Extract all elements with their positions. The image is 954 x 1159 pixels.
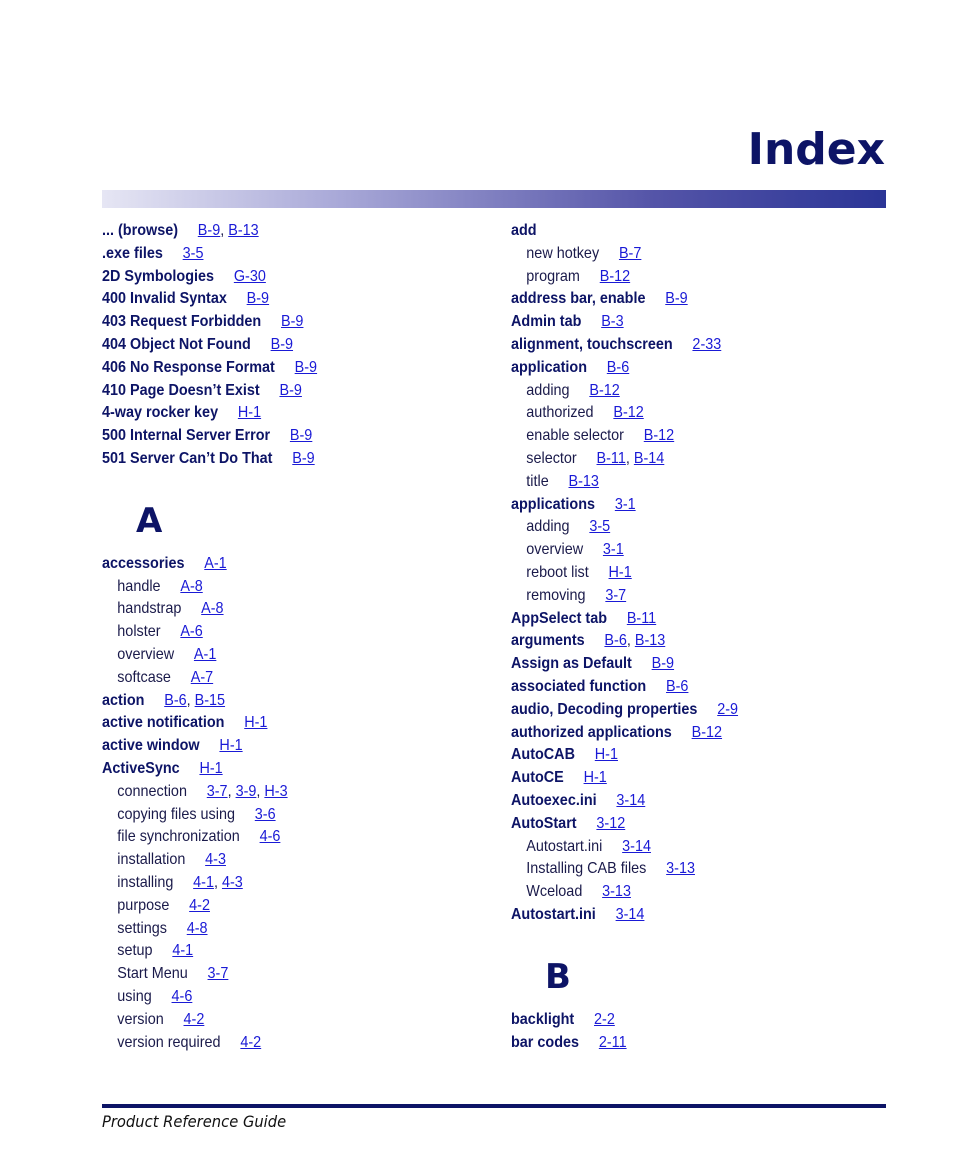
page-ref-link[interactable]: A-6: [180, 623, 203, 641]
index-subentry: [102, 644, 444, 667]
index-term: purpose: [117, 896, 170, 914]
index-entry: [511, 653, 853, 676]
page-ref-link[interactable]: 3-12: [596, 814, 626, 832]
spacer: [102, 471, 482, 501]
page-ref-link[interactable]: 3-5: [589, 518, 611, 536]
index-term: AutoStart: [511, 814, 577, 832]
spacer: [511, 927, 891, 957]
index-term: selector: [526, 449, 577, 467]
index-term: Installing CAB files: [526, 860, 647, 878]
index-term: copying files using: [117, 805, 235, 823]
page-ref-link[interactable]: 4-1: [193, 873, 214, 891]
title-gradient-bar: [102, 190, 886, 208]
page-ref-link[interactable]: B-6: [164, 691, 187, 709]
page-ref-link[interactable]: B-12: [599, 267, 631, 285]
page-ref-link[interactable]: 3-13: [602, 883, 631, 901]
index-term: settings: [117, 919, 167, 937]
index-term: 404 Object Not Found: [102, 335, 251, 353]
index-entry: [511, 357, 853, 380]
ref-separator: ,: [227, 782, 236, 800]
page-ref-link[interactable]: 3-6: [254, 805, 276, 823]
index-subentry: [102, 918, 444, 941]
page-ref-link[interactable]: B-6: [604, 632, 627, 650]
index-term: removing: [526, 586, 586, 604]
page-ref-link[interactable]: H-1: [244, 714, 268, 732]
page-ref-link[interactable]: B-12: [691, 723, 723, 741]
index-term: add: [511, 222, 537, 239]
index-entry: [102, 758, 444, 781]
index-entry: [102, 402, 444, 425]
index-term: 501 Server Can’t Do That: [102, 449, 273, 467]
index-term: overview: [117, 645, 175, 663]
index-entry: [511, 220, 853, 243]
page-ref-link[interactable]: 4-2: [189, 896, 210, 914]
page-ref-link[interactable]: H-1: [583, 769, 607, 787]
index-entry: [102, 553, 444, 576]
index-subentry: [511, 243, 853, 266]
page-title: Index: [747, 124, 885, 175]
index-subentry: [511, 380, 853, 403]
index-term: program: [526, 267, 580, 285]
index-entry: [511, 722, 853, 745]
page-ref-link[interactable]: B-12: [643, 427, 675, 445]
page-ref-link[interactable]: 3-14: [616, 791, 646, 809]
index-entry: [102, 425, 444, 448]
page-ref-link[interactable]: B-9: [270, 335, 294, 353]
index-term: Assign as Default: [511, 655, 632, 673]
page-ref-link[interactable]: 3-14: [615, 905, 645, 923]
index-entry: [511, 1032, 853, 1055]
index-term: 4-way rocker key: [102, 404, 219, 422]
index-term: softcase: [117, 668, 171, 686]
page-ref-link[interactable]: B-9: [289, 427, 313, 445]
ref-separator: ,: [626, 632, 635, 650]
index-subentry: [511, 539, 853, 562]
page-ref-link[interactable]: B-9: [281, 313, 304, 331]
index-subentry: [102, 986, 444, 1009]
index-entry: [511, 790, 853, 813]
index-term: holster: [117, 623, 161, 641]
index-subentry: [511, 448, 853, 471]
index-term: 400 Invalid Syntax: [102, 290, 227, 308]
page-ref-link[interactable]: 3-14: [622, 837, 651, 855]
page-ref-link[interactable]: H-1: [594, 746, 618, 764]
index-subentry: [102, 940, 444, 963]
index-term: authorized: [526, 404, 594, 422]
page-ref-link[interactable]: H-3: [264, 782, 288, 800]
index-subentry: [102, 781, 444, 804]
page-ref-link[interactable]: B-6: [666, 677, 689, 695]
index-entry: [102, 334, 444, 357]
index-term: adding: [526, 381, 570, 399]
index-term: adding: [526, 518, 570, 536]
index-subentry: [102, 895, 444, 918]
page-ref-link[interactable]: 3-1: [602, 541, 624, 559]
index-entry: [102, 288, 444, 311]
page-ref-link[interactable]: 2-9: [717, 700, 739, 718]
index-entry: [511, 288, 853, 311]
ref-separator: ,: [256, 782, 265, 800]
index-term: reboot list: [526, 563, 589, 581]
page-ref-link[interactable]: 4-3: [205, 851, 226, 869]
index-entry: [102, 735, 444, 758]
index-subentry: [511, 266, 853, 289]
index-term: connection: [117, 782, 187, 800]
index-entry: [102, 448, 444, 471]
index-term: title: [526, 472, 549, 490]
page-ref-link[interactable]: 2-2: [594, 1010, 615, 1028]
page-ref-link[interactable]: H-1: [219, 737, 243, 755]
page-ref-link[interactable]: B-9: [292, 449, 315, 467]
index-entry: [102, 380, 444, 403]
ref-separator: ,: [213, 873, 222, 891]
index-term: installation: [117, 851, 186, 869]
index-term: installing: [117, 873, 174, 891]
index-letter-heading: A: [136, 500, 163, 541]
spacer: [102, 541, 482, 553]
page-ref-link[interactable]: 4-8: [186, 919, 208, 937]
index-term: alignment, touchscreen: [511, 335, 673, 353]
index-term: active notification: [102, 714, 225, 732]
page-ref-link[interactable]: 3-9: [235, 782, 257, 800]
page-ref-link[interactable]: 4-6: [259, 828, 281, 846]
index-term: 500 Internal Server Error: [102, 427, 271, 445]
page-ref-link[interactable]: B-12: [589, 381, 620, 399]
page-ref-link[interactable]: 2-33: [692, 335, 722, 353]
index-subentry: [511, 836, 853, 859]
page-ref-link[interactable]: B-9: [294, 358, 318, 376]
index-term: setup: [117, 942, 153, 960]
index-term: AppSelect tab: [511, 609, 608, 627]
index-term: backlight: [511, 1010, 575, 1028]
index-subentry: [102, 576, 444, 599]
ref-separator: ,: [186, 691, 195, 709]
page-ref-link[interactable]: B-11: [626, 609, 657, 627]
index-entry: [511, 608, 853, 631]
footer-rule: [102, 1104, 886, 1108]
page-ref-link[interactable]: 4-1: [172, 942, 194, 960]
page-ref-link[interactable]: G-30: [233, 267, 266, 285]
page-ref-link[interactable]: 3-7: [207, 965, 229, 983]
index-term: Autostart.ini: [511, 905, 596, 923]
page-ref-link[interactable]: 3-5: [182, 244, 204, 262]
page-ref-link[interactable]: B-13: [568, 472, 599, 490]
index-term: ActiveSync: [102, 759, 180, 777]
page-ref-link[interactable]: 3-1: [614, 495, 636, 513]
index-entry: [511, 494, 853, 517]
index-term: Start Menu: [117, 965, 188, 983]
index-column-right: [511, 220, 891, 1054]
index-entry: [511, 904, 853, 927]
index-term: Autostart.ini: [526, 837, 603, 855]
page-ref-link[interactable]: B-9: [246, 290, 270, 308]
index-subentry: [102, 667, 444, 690]
footer-text: Product Reference Guide: [102, 1112, 287, 1131]
index-letter-heading: B: [545, 956, 571, 997]
index-term: file synchronization: [117, 828, 240, 846]
index-subentry: [511, 516, 853, 539]
index-subentry: [511, 425, 853, 448]
index-subentry: [102, 804, 444, 827]
index-term: .exe files: [102, 244, 163, 262]
index-term: arguments: [511, 632, 585, 650]
index-entry: [511, 744, 853, 767]
page-ref-link[interactable]: B-12: [613, 404, 644, 422]
page-ref-link[interactable]: B-3: [601, 313, 624, 331]
page-ref-link[interactable]: A-8: [180, 577, 203, 595]
index-term: authorized applications: [511, 723, 672, 741]
index-term: Admin tab: [511, 313, 582, 331]
index-column-left: [102, 220, 482, 1054]
index-entry: [102, 311, 444, 334]
page-ref-link[interactable]: 4-6: [171, 987, 193, 1005]
index-term: overview: [526, 541, 584, 559]
index-subentry: [511, 402, 853, 425]
index-term: 2D Symbologies: [102, 267, 215, 285]
index-term: active window: [102, 737, 200, 755]
index-entry: [511, 767, 853, 790]
page-ref-link[interactable]: B-15: [194, 691, 226, 709]
index-term: application: [511, 358, 588, 376]
index-term: Wceload: [526, 883, 583, 901]
page-ref-link[interactable]: 3-7: [206, 782, 228, 800]
index-term: audio, Decoding properties: [511, 700, 698, 718]
index-term: ... (browse): [102, 222, 179, 239]
index-subentry: [102, 872, 444, 895]
page-ref-link[interactable]: B-9: [279, 381, 302, 399]
index-entry: [511, 630, 853, 653]
index-entry: [511, 311, 853, 334]
page-ref-link[interactable]: B-9: [197, 222, 221, 239]
index-term: version: [117, 1010, 164, 1028]
page-ref-link[interactable]: B-13: [634, 632, 666, 650]
index-term: address bar, enable: [511, 290, 646, 308]
index-subentry: [511, 585, 853, 608]
index-term: AutoCAB: [511, 746, 575, 764]
page-ref-link[interactable]: B-9: [665, 290, 688, 308]
page-ref-link[interactable]: B-11: [596, 449, 626, 467]
index-subentry: [102, 621, 444, 644]
page-ref-link[interactable]: B-9: [651, 655, 675, 673]
index-subentry: [102, 826, 444, 849]
index-term: AutoCE: [511, 769, 564, 787]
index-subentry: [102, 1032, 444, 1055]
index-entry: [511, 813, 853, 836]
index-term: bar codes: [511, 1033, 580, 1051]
index-entry: [102, 266, 444, 289]
index-term: handle: [117, 577, 161, 595]
index-term: Autoexec.ini: [511, 791, 597, 809]
index-term: enable selector: [526, 427, 624, 445]
index-term: using: [117, 987, 152, 1005]
page-ref-link[interactable]: A-7: [190, 668, 214, 686]
index-subentry: [102, 963, 444, 986]
index-term: associated function: [511, 677, 647, 695]
page-ref-link[interactable]: A-1: [204, 554, 227, 572]
index-entry: [102, 357, 444, 380]
index-subentry: [511, 858, 853, 881]
index-entry: [102, 712, 444, 735]
index-subentry: [511, 881, 853, 904]
ref-separator: ,: [220, 222, 229, 239]
index-entry: [102, 220, 444, 243]
page-ref-link[interactable]: 4-2: [240, 1033, 262, 1051]
page-ref-link[interactable]: H-1: [608, 563, 632, 581]
index-term: new hotkey: [526, 244, 600, 262]
page-ref-link[interactable]: B-6: [606, 358, 630, 376]
index-subentry: [102, 598, 444, 621]
index-term: 410 Page Doesn’t Exist: [102, 381, 260, 399]
page-ref-link[interactable]: 4-2: [183, 1010, 205, 1028]
page-ref-link[interactable]: 2-11: [598, 1033, 627, 1051]
page-ref-link[interactable]: B-13: [228, 222, 259, 239]
index-entry: [511, 1009, 853, 1032]
page-ref-link[interactable]: H-1: [237, 404, 262, 422]
index-subentry: [102, 1009, 444, 1032]
page-ref-link[interactable]: 3-13: [666, 860, 695, 878]
index-term: action: [102, 691, 145, 709]
page-ref-link[interactable]: H-1: [199, 759, 223, 777]
index-entry: [511, 334, 853, 357]
page-ref-link[interactable]: B-7: [618, 244, 642, 262]
ref-separator: ,: [625, 449, 634, 467]
index-term: handstrap: [117, 600, 182, 618]
index-entry: [102, 690, 444, 713]
index-entry: [511, 699, 853, 722]
page-ref-link[interactable]: A-8: [201, 600, 224, 618]
page-ref-link[interactable]: B-14: [633, 449, 665, 467]
index-subentry: [511, 562, 853, 585]
index-term: version required: [117, 1033, 221, 1051]
page-ref-link[interactable]: 3-7: [605, 586, 627, 604]
page-ref-link[interactable]: 4-3: [221, 873, 243, 891]
page-ref-link[interactable]: A-1: [193, 645, 217, 663]
index-term: 403 Request Forbidden: [102, 313, 262, 331]
index-subentry: [511, 471, 853, 494]
index-term: 406 No Response Format: [102, 358, 275, 376]
index-term: applications: [511, 495, 596, 513]
index-entry: [511, 676, 853, 699]
index-subentry: [102, 849, 444, 872]
spacer: [511, 997, 891, 1009]
index-entry: [102, 243, 444, 266]
index-term: accessories: [102, 554, 185, 572]
